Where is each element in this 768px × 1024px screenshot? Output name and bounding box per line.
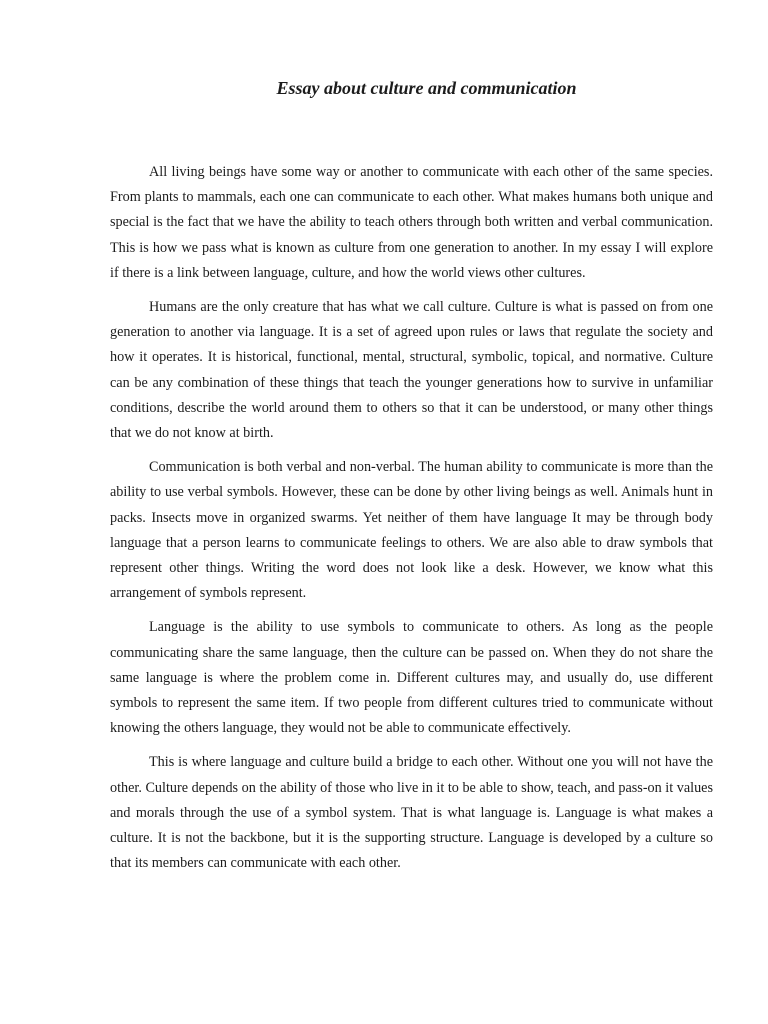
document-title: Essay about culture and communication: [276, 78, 577, 98]
paragraph-4: Language is the ability to use symbols to communicate to others. As long as the people communicating share the same language, then the culture can be passed on. When they do not share the same language is where the problem come in. Different cultures may, and usually do, use different symbols to represent the same item. If two people from different cultures tried to communicate without knowing the others language, they would not be able to communicate effectively.: [110, 619, 713, 737]
paragraph-3: Communication is both verbal and non-verbal. The human ability to communicate is more than the ability to use verbal symbols. However, these can be done by other living beings as well. Animals hunt in packs. Insects move in organized swarms. Yet neither of them have language It may be through body language that a person learns to communicate feelings to others. We are also able to draw symbols that represent other things. Writing the word does not look like a desk. However, we know what this arrangement of symbols represent.: [110, 459, 713, 602]
paragraph-2: Humans are the only creature that has what we call culture. Culture is what is passed on from one generation to another via language. It is a set of agreed upon rules or laws that regulate the society and how it operates. It is historical, functional, mental, structural, symbolic, topical, and normative. Culture can be any combination of these things that teach the younger generations how to survive in unfamiliar conditions, describe the world around them to others so that it can be understood, or many other things that we do not know at birth.: [110, 299, 713, 442]
paragraph-5: This is where language and culture build a bridge to each other. Without one you will not have the other. Culture depends on the ability of those who live in it to be able to show, teach, and pass-on it values and morals through the use of a symbol system. That is what language is. Language is what makes a culture. It is not the backbone, but it is the supporting structure. Language is developed by a culture so that its members can communicate with each other.: [110, 754, 713, 872]
paragraph-1: All living beings have some way or another to communicate with each other of the same species. From plants to mammals, each one can communicate to each other. What makes humans both unique and special is the fact that we have the ability to teach others through both written and verbal communication. This is how we pass what is known as culture from one generation to another. In my essay I will explore if there is a link between language, culture, and how the world views other cultures.: [110, 164, 713, 281]
